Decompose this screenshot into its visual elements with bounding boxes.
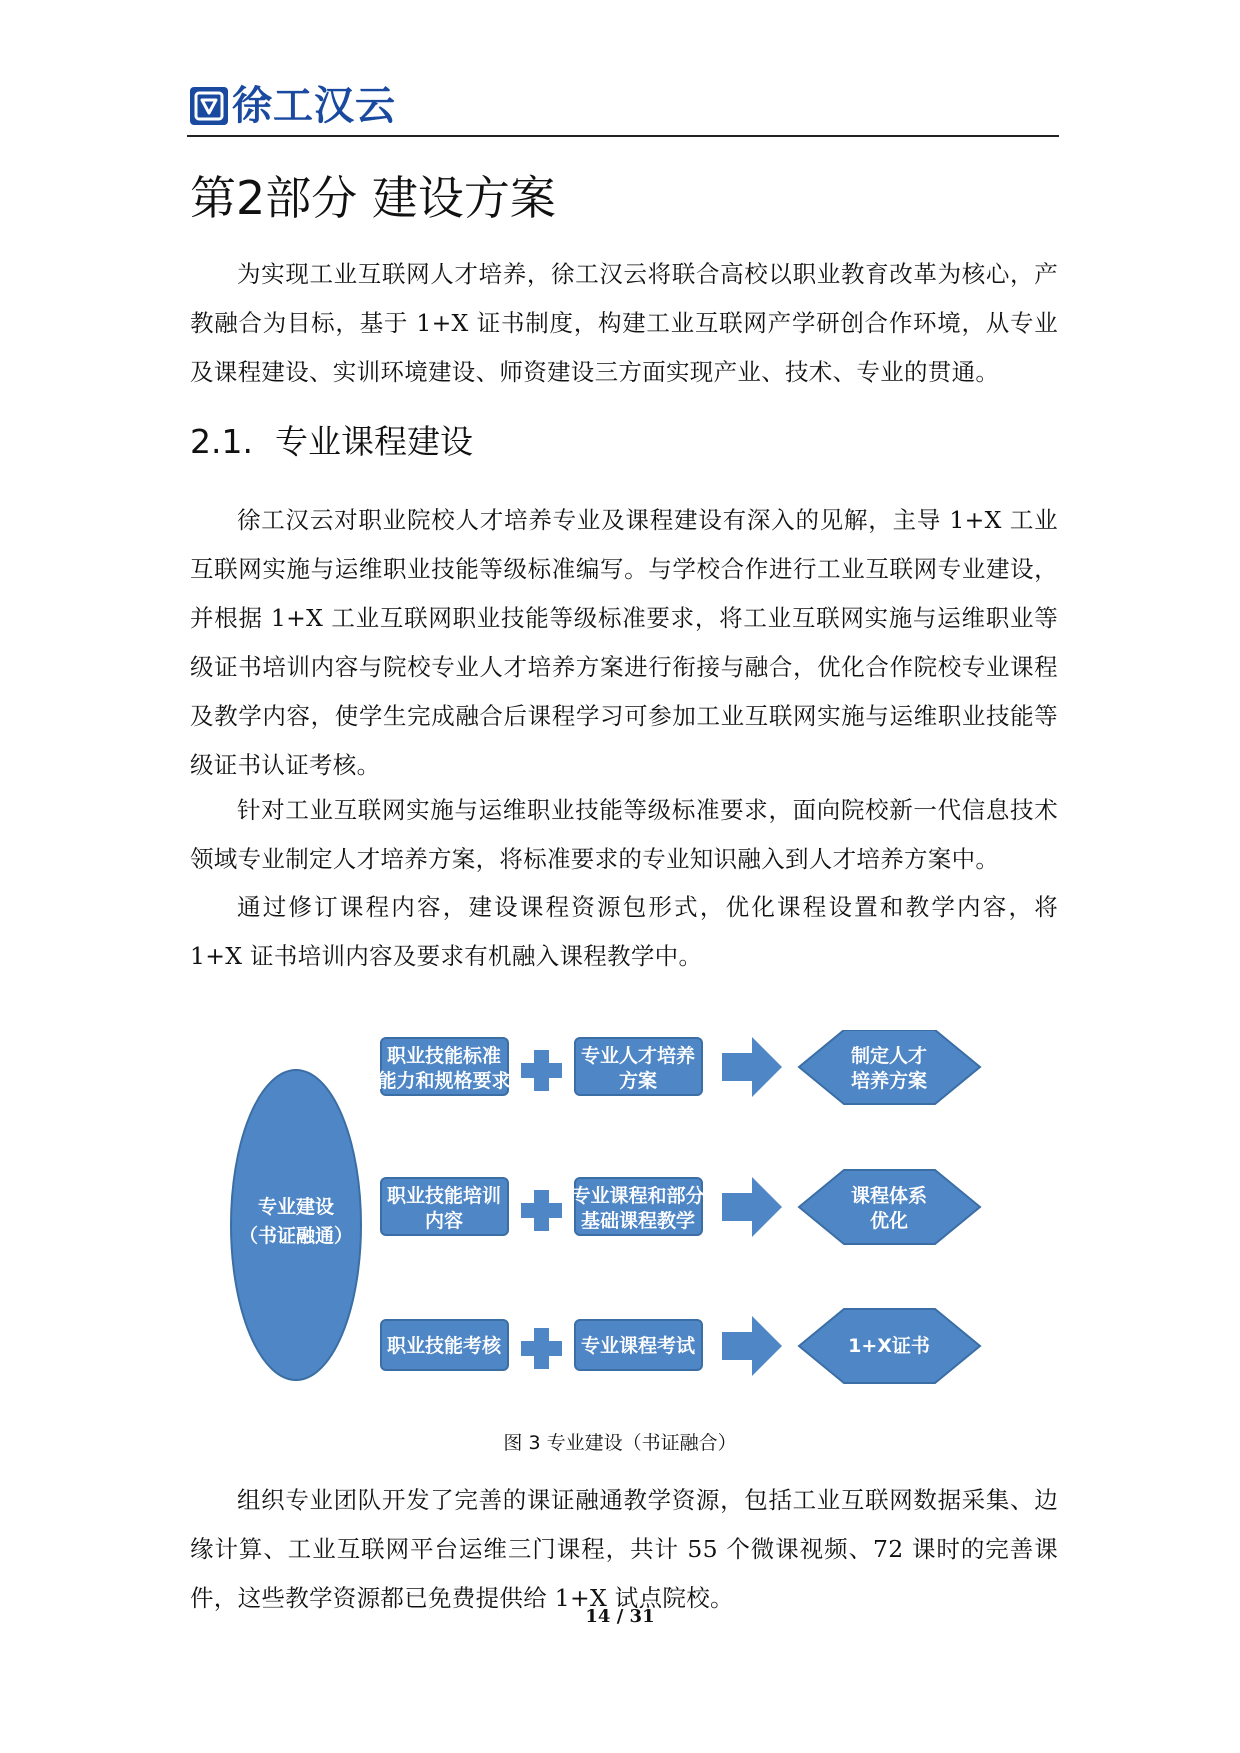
part-title: 第2部分 建设方案 — [190, 171, 556, 225]
section-number: 2.1. — [190, 422, 253, 461]
row1-result-line2: 培养方案 — [850, 1070, 928, 1092]
row2-result-line2: 优化 — [869, 1210, 909, 1232]
row2-result-hexagon — [799, 1170, 980, 1244]
row2-a-line2: 内容 — [424, 1210, 464, 1232]
row3-result-line1: 1+X证书 — [848, 1335, 930, 1357]
diagram-row-3 — [381, 1309, 980, 1383]
row3-a-line1: 职业技能考核 — [386, 1335, 502, 1357]
intro-paragraph: 为实现工业互联网人才培养，徐工汉云将联合高校以职业教育改革为核心，产教融合为目标，基于 1+X 证书制度，构建工业互联网产学研创合作环境，从专业及课程建设、实训环境建设、师资建设三方面实现产业、技术、专业的贯通。 — [190, 260, 1058, 386]
row1-b-line2: 方案 — [618, 1070, 658, 1092]
right-arrow-icon — [722, 1316, 782, 1376]
body-paragraph: 通过修订课程内容，建设课程资源包形式，优化课程设置和教学内容，将 1+X 证书培训内容及要求有机融入课程教学中。 — [190, 893, 1058, 970]
xcmg-shield-logo-icon — [190, 87, 228, 125]
figure-caption: 图 3 专业建设（书证融合） — [503, 1432, 737, 1454]
body-paragraph: 针对工业互联网实施与运维职业技能等级标准要求，面向院校新一代信息技术领域专业制定人才培养方案，将标准要求的专业知识融入到人才培养方案中。 — [190, 796, 1058, 873]
logo-text: 徐工汉云 — [232, 83, 396, 129]
plus-icon — [521, 1050, 562, 1091]
diagram-canvas — [229, 1030, 1019, 1420]
figure-diagram — [229, 1030, 1019, 1420]
center-label-line1: 专业建设 — [257, 1196, 335, 1218]
row1-a-line1: 职业技能标准 — [386, 1045, 502, 1067]
body-paragraph: 徐工汉云对职业院校人才培养专业及课程建设有深入的见解，主导 1+X 工业互联网实施与运维职业技能等级标准编写。与学校合作进行工业互联网专业建设，并根据 1+X 工业互联网职业技能等级标准要求，将工业互联网实施与运维职业等级证书培训内容与院校专业人才培养方案进行衔接与融合，优化合作院校专业课程及教学内容，使学生完成融合后课程学习可参加工业互联网实施与运维职业技能等级证书认证考核。 — [190, 506, 1058, 779]
row2-a-line1: 职业技能培训 — [386, 1185, 502, 1207]
diagram-row-2 — [381, 1170, 980, 1244]
right-arrow-icon — [722, 1037, 782, 1097]
row2-result-line1: 课程体系 — [850, 1185, 928, 1207]
page-number: 14 / 31 — [585, 1606, 655, 1627]
diagram-row-1 — [377, 1030, 980, 1104]
row1-result-line1: 制定人才 — [850, 1045, 928, 1067]
section-title: 专业课程建设 — [275, 422, 473, 461]
row3-b-line1: 专业课程考试 — [580, 1335, 696, 1357]
row2-b-line1: 专业课程和部分 — [571, 1185, 705, 1207]
row1-a-line2: 能力和规格要求 — [377, 1070, 511, 1092]
center-label-line2: （书证融通） — [238, 1225, 354, 1247]
right-arrow-icon — [722, 1177, 782, 1237]
row2-b-line2: 基础课程教学 — [580, 1210, 696, 1232]
header-divider — [187, 135, 1059, 137]
plus-icon — [521, 1190, 562, 1231]
plus-icon — [521, 1328, 562, 1369]
row1-b-line1: 专业人才培养 — [580, 1045, 696, 1067]
row1-result-hexagon — [799, 1030, 980, 1104]
header-logo — [190, 83, 396, 129]
section-heading — [190, 418, 473, 466]
body-paragraph: 组织专业团队开发了完善的课证融通教学资源，包括工业互联网数据采集、边缘计算、工业互联网平台运维三门课程，共计 55 个微课视频、72 课时的完善课件，这些教学资源都已免费提供给 1+X 试点院校。 — [190, 1486, 1058, 1612]
